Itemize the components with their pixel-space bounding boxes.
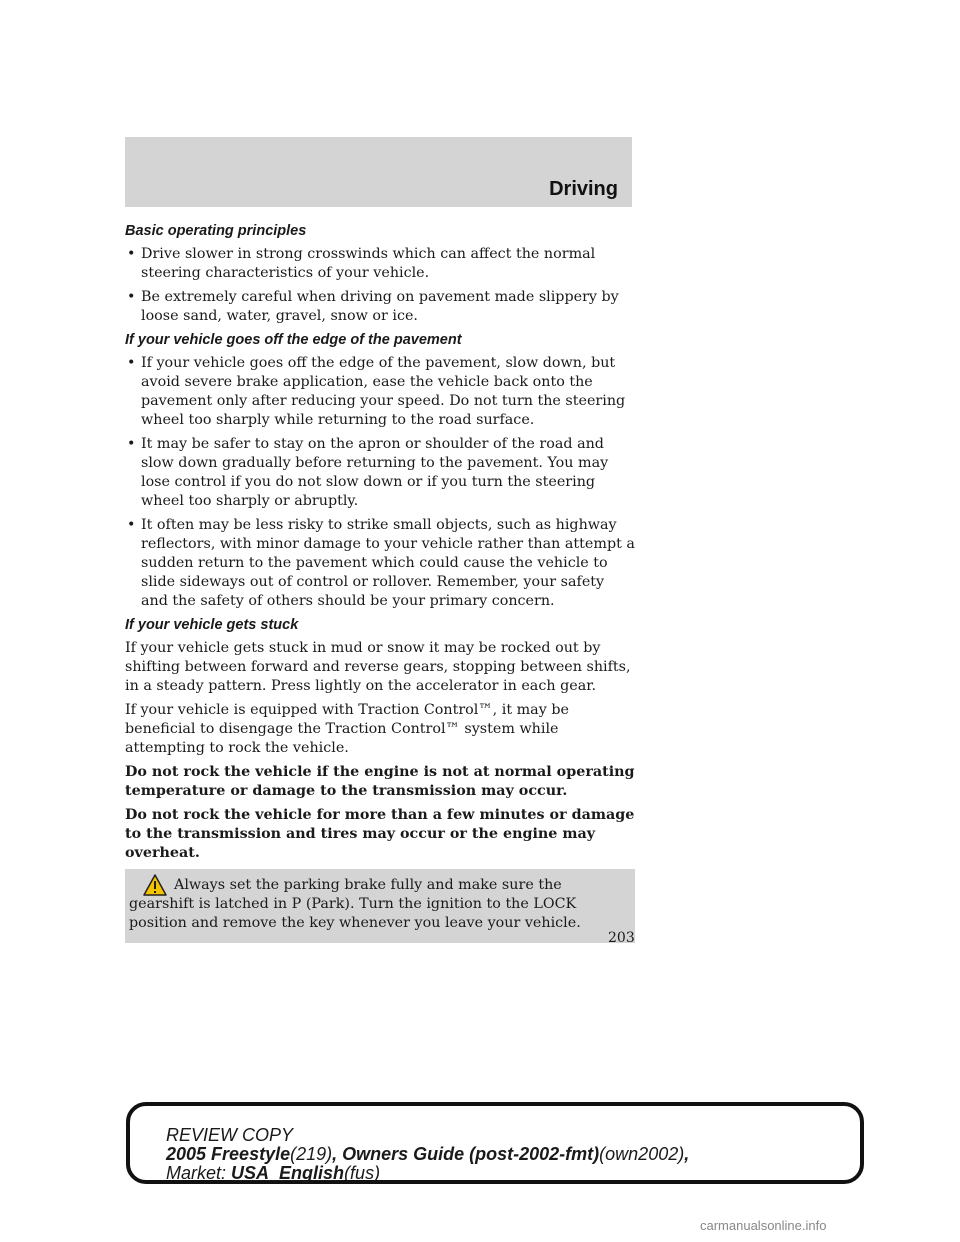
page-content bbox=[125, 222, 635, 943]
paragraph-bold: Do not rock the vehicle for more than a few minutes or damage to the transmission and tires may occur or the engine may overheat. bbox=[125, 807, 635, 861]
warning-text: Always set the parking brake fully and make sure the gearshift is latched in P (Park). Turn the ignition to the LOCK position and remove the key whenever you leave your vehicle. bbox=[129, 877, 581, 931]
list-item: • Drive slower in strong crosswinds which can affect the normal steering characteristics of your vehicle. bbox=[127, 246, 596, 281]
watermark: carmanualsonline.info bbox=[700, 1218, 827, 1233]
list-item: • If your vehicle goes off the edge of the pavement, slow down, but avoid severe brake application, ease the vehicle back onto the pavement only after reducing your speed. Do not turn the steering wheel too sharply while returning to the road surface. bbox=[127, 355, 626, 428]
list-item: • It may be safer to stay on the apron or shoulder of the road and slow down gradually before returning to the pavement. You may lose control if you do not slow down or if you turn the steering wheel too sharply or abruptly. bbox=[127, 436, 609, 509]
footer-line-1: REVIEW COPY bbox=[166, 1125, 294, 1145]
warning-triangle-icon bbox=[142, 873, 168, 897]
heading-basic-principles: Basic operating principles bbox=[125, 223, 307, 239]
review-footer bbox=[126, 1102, 864, 1184]
paragraph: If your vehicle is equipped with Traction Control™, it may be beneficial to disengage the Traction Control™ system while attempting to rock the vehicle. bbox=[125, 702, 569, 756]
heading-off-edge: If your vehicle goes off the edge of the pavement bbox=[125, 332, 462, 348]
list-item: • Be extremely careful when driving on pavement made slippery by loose sand, water, gravel, snow or ice. bbox=[127, 289, 619, 324]
paragraph: If your vehicle gets stuck in mud or snow it may be rocked out by shifting between forward and reverse gears, stopping between shifts, in a steady pattern. Press lightly on the accelerator in each gear. bbox=[125, 640, 631, 694]
footer-line-2: 2005 Freestyle(219), Owners Guide (post-2002-fmt)(own2002), bbox=[166, 1144, 690, 1164]
warning-box bbox=[125, 869, 635, 943]
list-item: • It often may be less risky to strike small objects, such as highway reflectors, with minor damage to your vehicle rather than attempt a sudden return to the pavement which could cause the vehicle to slide sideways out of control or rollover. Remember, your safety and the safety of others should be your primary concern. bbox=[127, 517, 635, 609]
page-number: 203 bbox=[608, 930, 635, 946]
footer-line-3: Market: USA_English(fus) bbox=[166, 1163, 381, 1183]
paragraph-bold: Do not rock the vehicle if the engine is not at normal operating temperature or damage to the transmission may occur. bbox=[125, 764, 635, 799]
section-header bbox=[125, 137, 632, 207]
heading-stuck: If your vehicle gets stuck bbox=[125, 617, 299, 633]
section-title: Driving bbox=[549, 178, 618, 200]
